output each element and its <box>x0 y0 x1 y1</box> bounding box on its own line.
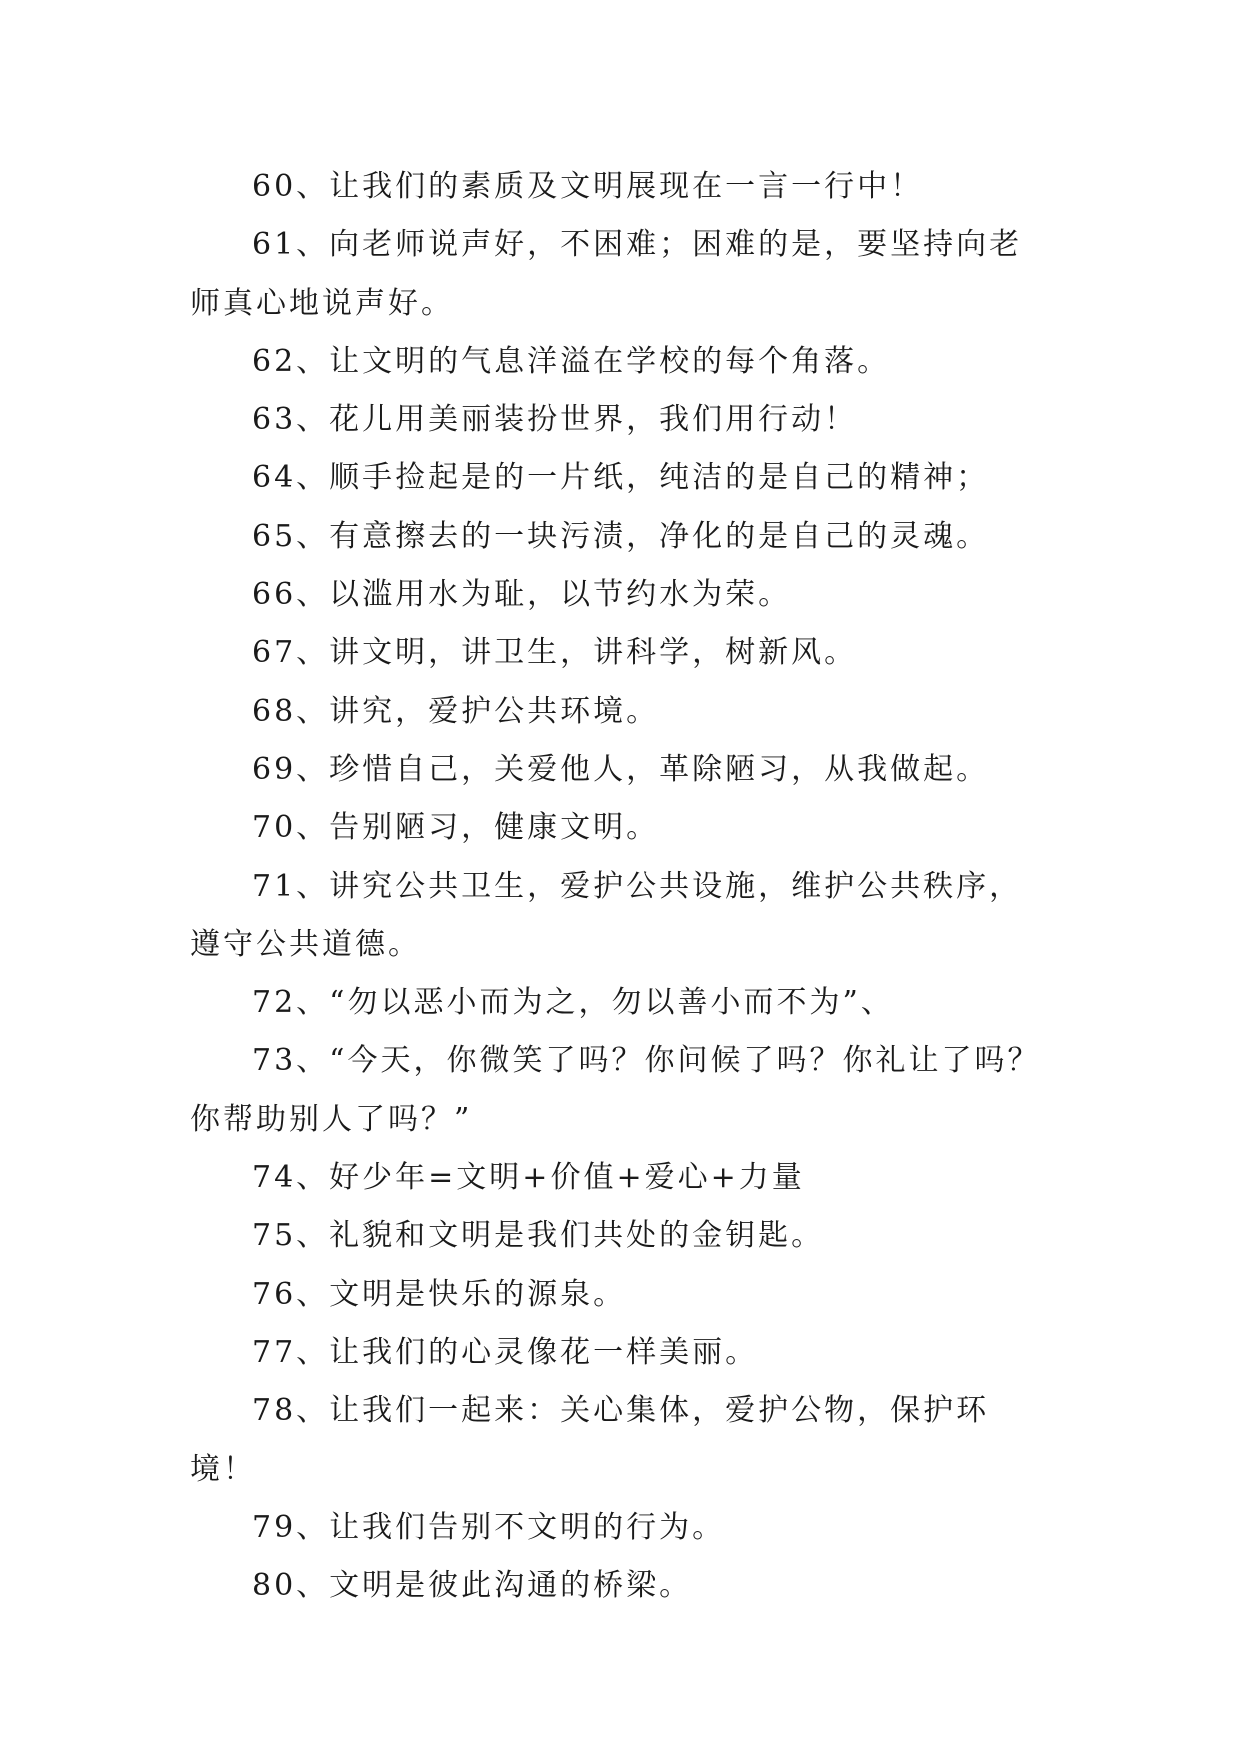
paragraph-62: 62、让文明的气息洋溢在学校的每个角落。 <box>252 343 891 379</box>
paragraph-65: 65、有意擦去的一块污渍，净化的是自己的灵魂。 <box>252 518 990 554</box>
document-body <box>190 158 1052 1615</box>
paragraph-60: 60、让我们的素质及文明展现在一言一行中！ <box>252 169 924 204</box>
paragraph-73: 73、“今天，你微笑了吗？你问候了吗？你礼让了吗？你帮助别人了吗？” <box>190 1043 1041 1137</box>
paragraph-63: 63、花儿用美丽装扮世界，我们用行动！ <box>252 402 858 438</box>
paragraph-76: 76、文明是快乐的源泉。 <box>252 1276 627 1312</box>
paragraph-72: 72、“勿以恶小而为之，勿以善小而不为”、 <box>252 985 894 1021</box>
paragraph-67: 67、讲文明，讲卫生，讲科学，树新风。 <box>252 635 858 671</box>
paragraph-68: 68、讲究，爱护公共环境。 <box>252 693 660 729</box>
paragraph-80: 80、文明是彼此沟通的桥梁。 <box>252 1568 693 1604</box>
paragraph-66: 66、以滥用水为耻，以节约水为荣。 <box>252 577 792 613</box>
paragraph-61: 61、向老师说声好，不困难；困难的是，要坚持向老师真心地说声好。 <box>190 227 1023 321</box>
paragraph-64: 64、顺手捡起是的一片纸，纯洁的是自己的精神； <box>252 460 990 496</box>
paragraph-70: 70、告别陋习，健康文明。 <box>252 810 660 846</box>
paragraph-69: 69、珍惜自己，关爱他人，革除陋习，从我做起。 <box>252 751 990 787</box>
paragraph-77: 77、让我们的心灵像花一样美丽。 <box>252 1334 759 1370</box>
paragraph-79: 79、让我们告别不文明的行为。 <box>252 1509 726 1545</box>
paragraph-75: 75、礼貌和文明是我们共处的金钥匙。 <box>252 1218 825 1254</box>
paragraph-71: 71、讲究公共卫生，爱护公共设施，维护公共秩序，遵守公共道德。 <box>190 868 1023 962</box>
paragraph-78: 78、让我们一起来：关心集体，爱护公物，保护环境！ <box>190 1393 990 1487</box>
paragraph-74: 74、好少年=文明+价值+爱心+力量 <box>252 1160 805 1196</box>
